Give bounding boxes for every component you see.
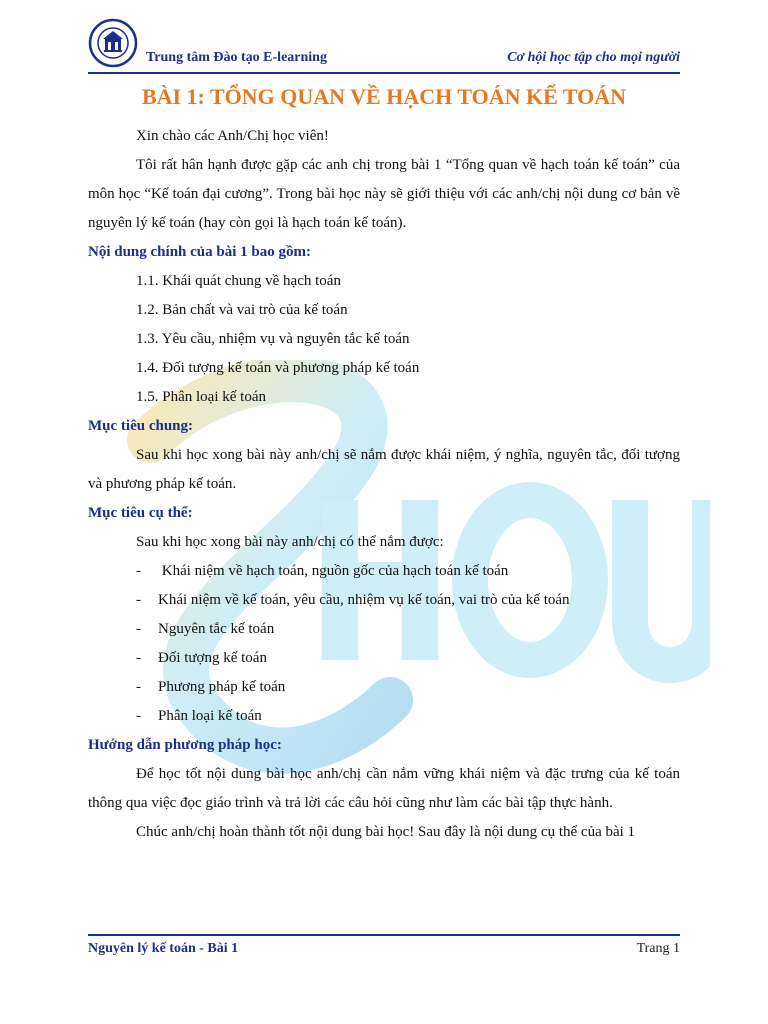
closing-text: Chúc anh/chị hoàn thành tốt nội dung bài học! Sau đây là nội dung cụ thể của bài 1 <box>136 824 636 840</box>
contents-item: 1.2. Bản chất và vai trò của kế toán <box>136 302 348 318</box>
footer-divider <box>88 934 680 936</box>
lesson-body <box>88 122 680 847</box>
goal-item-text: Khái niệm về hạch toán, nguồn gốc của hạch toán kế toán <box>158 563 509 579</box>
goal-list-item <box>88 586 680 615</box>
contents-item: 1.1. Khái quát chung về hạch toán <box>136 273 341 289</box>
goal-list-item <box>88 557 680 586</box>
bullet-dash: - <box>136 563 141 579</box>
lesson-title: BÀI 1: TỔNG QUAN VỀ HẠCH TOÁN KẾ TOÁN <box>141 84 627 109</box>
university-logo <box>88 18 138 68</box>
center-name: Trung tâm Đào tạo E-learning <box>146 50 327 65</box>
goal-item-text: Đối tượng kế toán <box>158 650 267 666</box>
goal-item-text: Phương pháp kế toán <box>158 679 286 695</box>
intro-paragraph: Tôi rất hân hạnh được gặp các anh chị trong bài 1 “Tổng quan về hạch toán kế toán” của môn học “Kế toán đại cương”. Trong bài học này sẽ giới thiệu với các anh/chị nội dung cơ bản về nguyên lý kế toán (hay còn gọi là hạch toán kế toán). <box>88 157 680 231</box>
slogan: Cơ hội học tập cho mọi người <box>507 50 680 65</box>
contents-item: 1.5. Phân loại kế toán <box>136 389 266 405</box>
general-goal-heading: Mục tiêu chung: <box>88 418 193 434</box>
bullet-dash: - <box>136 708 141 724</box>
method-text: Để học tốt nội dung bài học anh/chị cần nắm vững khái niệm và đặc trưng của kế toán thông qua việc đọc giáo trình và trả lời các câu hỏi cũng như làm các bài tập thực hành. <box>88 766 680 811</box>
general-goal-text: Sau khi học xong bài này anh/chị sẽ nắm được khái niệm, ý nghĩa, nguyên tắc, đối tượng và phương pháp kế toán. <box>88 447 680 492</box>
goal-list-item <box>88 673 680 702</box>
method-heading: Hướng dẫn phương pháp học: <box>88 737 282 753</box>
contents-heading: Nội dung chính của bài 1 bao gồm: <box>88 244 311 260</box>
specific-goal-heading: Mục tiêu cụ thể: <box>88 505 193 521</box>
bullet-dash: - <box>136 650 141 666</box>
specific-goal-lead: Sau khi học xong bài này anh/chị có thể nắm được: <box>136 534 444 550</box>
goal-list-item <box>88 702 680 731</box>
page-header <box>88 18 680 76</box>
goal-item-text: Khái niệm về kế toán, yêu cầu, nhiệm vụ kế toán, vai trò của kế toán <box>158 592 570 608</box>
goal-list-item <box>88 644 680 673</box>
bullet-dash: - <box>136 679 141 695</box>
bullet-dash: - <box>136 621 141 637</box>
page-number: Trang 1 <box>636 941 680 956</box>
goal-item-text: Phân loại kế toán <box>158 708 262 724</box>
bullet-dash: - <box>136 592 141 608</box>
contents-item: 1.4. Đối tượng kế toán và phương pháp kế toán <box>136 360 420 376</box>
contents-item: 1.3. Yêu cầu, nhiệm vụ và nguyên tắc kế toán <box>136 331 410 347</box>
footer-course: Nguyên lý kế toán - Bài 1 <box>88 941 239 956</box>
greeting: Xin chào các Anh/Chị học viên! <box>136 128 329 144</box>
header-divider <box>88 72 680 74</box>
goal-item-text: Nguyên tắc kế toán <box>158 621 275 637</box>
goal-list-item <box>88 615 680 644</box>
